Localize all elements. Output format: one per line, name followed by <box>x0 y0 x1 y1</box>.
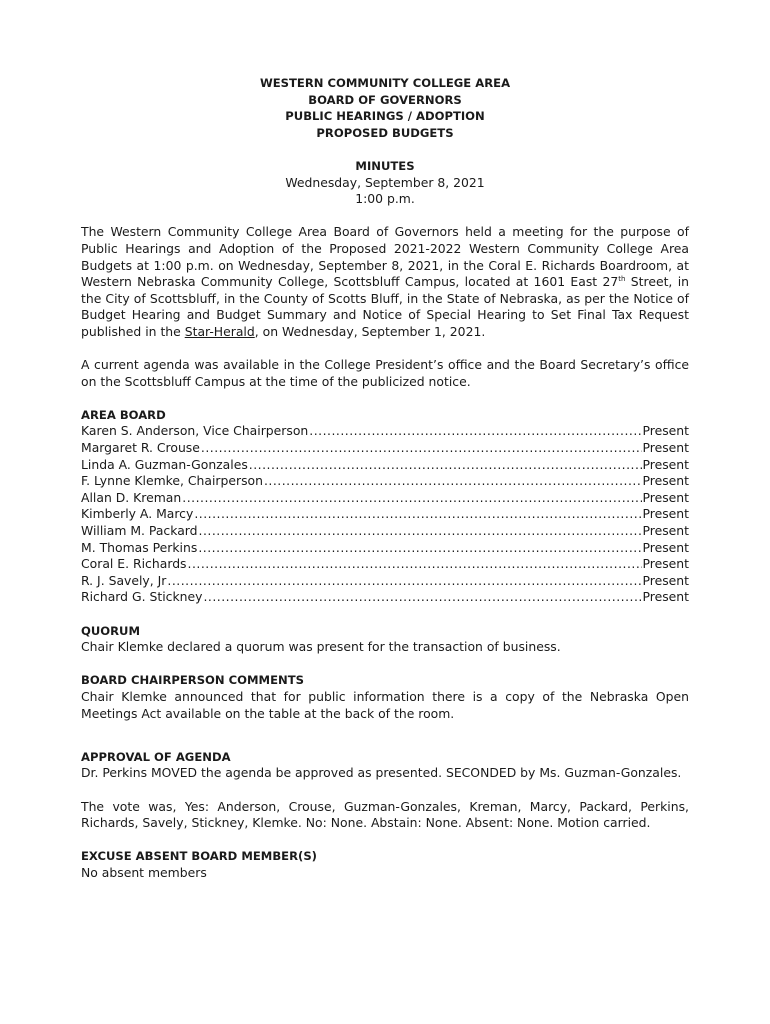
dot-leader <box>167 573 641 590</box>
meeting-time: 1:00 p.m. <box>355 191 415 207</box>
attendance-status: Present <box>642 572 689 588</box>
dot-leader <box>203 589 641 606</box>
dot-leader <box>199 523 642 540</box>
attendance-status: Present <box>642 440 689 456</box>
board-member-name: Karen S. Anderson, Vice Chairperson <box>81 423 309 439</box>
attendance-status: Present <box>642 473 689 489</box>
board-member-name: Allan D. Kreman <box>81 489 182 505</box>
quorum-text: Chair Klemke declared a quorum was present for the transaction of business. <box>81 639 561 655</box>
dot-leader <box>201 440 642 457</box>
board-member-row <box>81 573 689 590</box>
board-member-name: M. Thomas Perkins <box>81 539 198 555</box>
approval-motion-text: Dr. Perkins MOVED the agenda be approved as presented. SECONDED by Ms. Guzman-Gonzales. <box>81 765 682 781</box>
header-line-1: WESTERN COMMUNITY COLLEGE AREA <box>259 76 511 90</box>
attendance-status: Present <box>642 489 689 505</box>
header-line-3: PUBLIC HEARINGS / ADOPTION <box>285 109 485 124</box>
attendance-status: Present <box>642 423 689 439</box>
board-member-row <box>81 506 689 523</box>
header-line-2: BOARD OF GOVERNORS <box>308 92 462 107</box>
area-board-heading: AREA BOARD <box>81 407 166 422</box>
approval-heading: APPROVAL OF AGENDA <box>81 749 231 764</box>
attendance-status: Present <box>642 539 689 555</box>
quorum-heading: QUORUM <box>81 623 141 638</box>
attendance-status: Present <box>642 556 689 572</box>
attendance-status: Present <box>642 523 689 539</box>
attendance-status: Present <box>642 456 689 472</box>
board-member-name: William M. Packard <box>81 523 198 539</box>
board-member-row <box>81 523 689 540</box>
document-header <box>81 75 689 208</box>
dot-leader <box>182 490 641 507</box>
board-member-name: Richard G. Stickney <box>81 589 203 605</box>
dot-leader <box>188 556 642 573</box>
dot-leader <box>249 457 642 474</box>
dot-leader <box>194 506 641 523</box>
dot-leader <box>264 473 642 490</box>
newspaper-name: Star-Herald <box>184 323 255 339</box>
board-member-row <box>81 556 689 573</box>
approval-vote-text: The vote was, Yes: Anderson, Crouse, Guzman-Gonzales, Kreman, Marcy, Packard, Perkins, Richards, Savely, Stickney, Klemke. No: None. Abstain: None. Absent: None. Motion carried. <box>81 798 689 831</box>
board-member-name: Linda A. Guzman-Gonzales <box>81 456 248 472</box>
header-line-4: PROPOSED BUDGETS <box>316 125 454 140</box>
board-member-row <box>81 457 689 474</box>
chair-comments-heading: BOARD CHAIRPERSON COMMENTS <box>81 673 304 688</box>
dot-leader <box>198 540 641 557</box>
board-member-row <box>81 540 689 557</box>
attendance-status: Present <box>642 589 689 605</box>
board-member-roster <box>81 423 689 606</box>
board-member-row <box>81 440 689 457</box>
meeting-date: Wednesday, September 8, 2021 <box>285 174 485 190</box>
document-page <box>81 75 689 882</box>
agenda-notice-paragraph: A current agenda was available in the College President’s office and the Board Secretary’s office on the Scottsbluff Campus at the time of the publicized notice. <box>81 357 689 389</box>
minutes-label: MINUTES <box>355 158 415 173</box>
board-member-name: R. J. Savely, Jr <box>81 572 167 588</box>
board-member-row <box>81 423 689 440</box>
board-member-name: Margaret R. Crouse <box>81 440 200 456</box>
excuse-absent-text: No absent members <box>81 864 207 880</box>
board-member-row <box>81 473 689 490</box>
board-member-row <box>81 490 689 507</box>
board-member-name: Kimberly A. Marcy <box>81 506 194 522</box>
board-member-name: F. Lynne Klemke, Chairperson <box>81 473 263 489</box>
chair-comments-text: Chair Klemke announced that for public information there is a copy of the Nebraska Open Meetings Act available on the table at the back of the room. <box>81 688 689 721</box>
dot-leader <box>309 423 641 440</box>
board-member-row <box>81 589 689 606</box>
excuse-absent-heading: EXCUSE ABSENT BOARD MEMBER(S) <box>81 849 317 864</box>
intro-paragraph: The Western Community College Area Board of Governors held a meeting for the purpose of Public Hearings and Adoption of the Proposed 2021-2022 Western Community College Area Budgets at 1:00 p.m. on Wednesday, September 8, 2021, in the Coral E. Richards Boardroom, at Western Nebraska Community College, Scottsbluff Campus, located at 1601 East 27th Street, in the City of Scottsbluff, in the County of Scotts Bluff, in the State of Nebraska, as per the Notice of Budget Hearing and Budget Summary and Notice of Special Hearing to Set Final Tax Request published in the Star-Herald, on Wednesday, September 1, 2021. <box>81 224 689 339</box>
attendance-status: Present <box>642 506 689 522</box>
board-member-name: Coral E. Richards <box>81 556 187 572</box>
